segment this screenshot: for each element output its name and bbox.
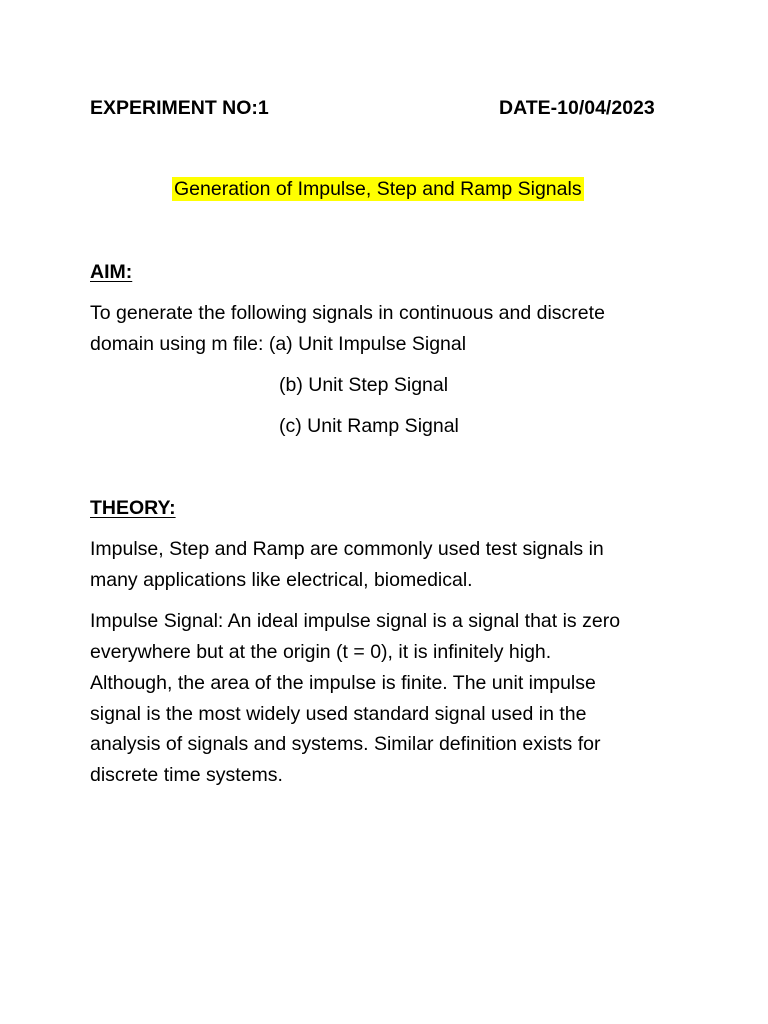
experiment-date: DATE-10/04/2023 xyxy=(499,97,655,119)
theory-p1-line: Impulse, Step and Ramp are commonly used test signals in xyxy=(90,538,604,560)
aim-line: domain using m file: (a) Unit Impulse Signal xyxy=(90,333,467,355)
theory-p2-line: everywhere but at the origin (t = 0), it is infinitely high. xyxy=(90,641,552,663)
theory-heading: THEORY: xyxy=(90,497,176,519)
aim-line: To generate the following signals in continuous and discrete xyxy=(90,302,605,324)
aim-item-step: (b) Unit Step Signal xyxy=(279,374,449,396)
theory-p2-line: discrete time systems. xyxy=(90,764,283,786)
theory-p2-line: Although, the area of the impulse is finite. The unit impulse xyxy=(90,672,596,694)
aim-item-ramp: (c) Unit Ramp Signal xyxy=(279,415,459,437)
title-wrapper xyxy=(172,177,584,201)
theory-p1-line: many applications like electrical, biomedical. xyxy=(90,569,473,591)
aim-heading: AIM: xyxy=(90,261,133,283)
document-title: Generation of Impulse, Step and Ramp Signals xyxy=(174,178,582,200)
theory-p2-line: signal is the most widely used standard signal used in the xyxy=(90,703,587,725)
theory-p2-line: Impulse Signal: An ideal impulse signal is a signal that is zero xyxy=(90,610,621,632)
theory-p2-line: analysis of signals and systems. Similar definition exists for xyxy=(90,733,601,755)
experiment-number: EXPERIMENT NO:1 xyxy=(90,97,269,119)
